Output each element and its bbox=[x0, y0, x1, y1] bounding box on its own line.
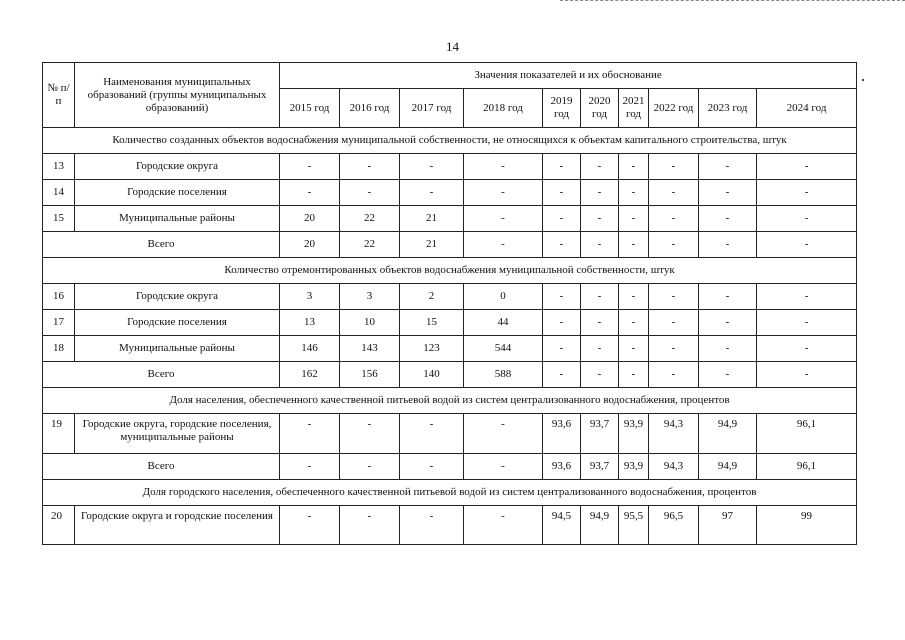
total-value-cell: 22 bbox=[340, 232, 400, 258]
value-cell: - bbox=[280, 506, 340, 545]
total-row bbox=[43, 454, 857, 480]
total-value-cell: - bbox=[543, 232, 581, 258]
value-cell: - bbox=[649, 154, 699, 180]
indicators-table bbox=[42, 62, 857, 545]
year-header: 2023 год bbox=[699, 89, 757, 128]
year-header: 2017 год bbox=[400, 89, 464, 128]
total-value-cell: 156 bbox=[340, 362, 400, 388]
section-title: Доля населения, обеспеченного качественной питьевой водой из систем централизованного водоснабжения, процентов bbox=[43, 388, 857, 414]
value-cell: - bbox=[649, 180, 699, 206]
row-number: 17 bbox=[43, 310, 75, 336]
value-cell: 96,5 bbox=[649, 506, 699, 545]
value-cell: - bbox=[619, 154, 649, 180]
value-cell: - bbox=[649, 310, 699, 336]
total-value-cell: - bbox=[464, 454, 543, 480]
value-cell: - bbox=[464, 154, 543, 180]
value-cell: - bbox=[581, 180, 619, 206]
year-header: 2015 год bbox=[280, 89, 340, 128]
value-cell: - bbox=[340, 154, 400, 180]
value-cell: 94,3 bbox=[649, 414, 699, 454]
value-cell: - bbox=[649, 284, 699, 310]
value-cell: 143 bbox=[340, 336, 400, 362]
value-cell: - bbox=[581, 310, 619, 336]
column-header-values: Значения показателей и их обоснование bbox=[280, 63, 857, 89]
value-cell: - bbox=[400, 180, 464, 206]
value-cell: - bbox=[543, 206, 581, 232]
value-cell: - bbox=[280, 414, 340, 454]
section-title: Количество созданных объектов водоснабжения муниципальной собственности, не относящихся к объектам капитального строительства, штук bbox=[43, 128, 857, 154]
total-value-cell: 21 bbox=[400, 232, 464, 258]
value-cell: 0 bbox=[464, 284, 543, 310]
value-cell: - bbox=[340, 180, 400, 206]
section-title-row bbox=[43, 128, 857, 154]
value-cell: 94,9 bbox=[581, 506, 619, 545]
total-value-cell: - bbox=[543, 362, 581, 388]
value-cell: 123 bbox=[400, 336, 464, 362]
value-cell: - bbox=[699, 284, 757, 310]
value-cell: - bbox=[543, 336, 581, 362]
value-cell: 20 bbox=[280, 206, 340, 232]
value-cell: - bbox=[649, 336, 699, 362]
row-number: 13 bbox=[43, 154, 75, 180]
total-row bbox=[43, 232, 857, 258]
row-name: Городские поселения bbox=[75, 310, 280, 336]
year-header: 2019 год bbox=[543, 89, 581, 128]
value-cell: - bbox=[280, 154, 340, 180]
value-cell: - bbox=[757, 336, 857, 362]
value-cell: - bbox=[464, 414, 543, 454]
table-row bbox=[43, 310, 857, 336]
value-cell: - bbox=[699, 336, 757, 362]
row-name: Городские округа и городские поселения bbox=[75, 506, 280, 545]
value-cell: - bbox=[699, 206, 757, 232]
value-cell: 44 bbox=[464, 310, 543, 336]
row-number: 19 bbox=[43, 414, 75, 454]
total-value-cell: - bbox=[699, 232, 757, 258]
value-cell: - bbox=[757, 180, 857, 206]
row-number: 15 bbox=[43, 206, 75, 232]
value-cell: 3 bbox=[340, 284, 400, 310]
value-cell: - bbox=[649, 206, 699, 232]
value-cell: - bbox=[543, 180, 581, 206]
value-cell: 2 bbox=[400, 284, 464, 310]
value-cell: 99 bbox=[757, 506, 857, 545]
total-value-cell: - bbox=[619, 362, 649, 388]
row-name: Муниципальные районы bbox=[75, 206, 280, 232]
total-value-cell: - bbox=[280, 454, 340, 480]
page-number: 14 bbox=[446, 39, 459, 54]
table-row bbox=[43, 180, 857, 206]
value-cell: - bbox=[340, 414, 400, 454]
total-value-cell: - bbox=[400, 454, 464, 480]
row-name: Городские округа bbox=[75, 154, 280, 180]
year-header: 2024 год bbox=[757, 89, 857, 128]
section-title: Количество отремонтированных объектов водоснабжения муниципальной собственности, штук bbox=[43, 258, 857, 284]
total-value-cell: 94,3 bbox=[649, 454, 699, 480]
value-cell: - bbox=[400, 154, 464, 180]
header-row-top bbox=[43, 63, 857, 89]
year-header: 2018 год bbox=[464, 89, 543, 128]
value-cell: 146 bbox=[280, 336, 340, 362]
column-header-num: № п/п bbox=[43, 63, 75, 128]
total-value-cell: 20 bbox=[280, 232, 340, 258]
year-header: 2020 год bbox=[581, 89, 619, 128]
value-cell: 3 bbox=[280, 284, 340, 310]
value-cell: 97 bbox=[699, 506, 757, 545]
value-cell: - bbox=[280, 180, 340, 206]
total-value-cell: - bbox=[340, 454, 400, 480]
year-header: 2021 год bbox=[619, 89, 649, 128]
value-cell: - bbox=[340, 506, 400, 545]
total-value-cell: 96,1 bbox=[757, 454, 857, 480]
value-cell: - bbox=[464, 180, 543, 206]
total-row bbox=[43, 362, 857, 388]
total-value-cell: - bbox=[757, 232, 857, 258]
section-title-row bbox=[43, 480, 857, 506]
table-row bbox=[43, 206, 857, 232]
total-value-cell: 93,7 bbox=[581, 454, 619, 480]
table-row bbox=[43, 284, 857, 310]
value-cell: - bbox=[543, 154, 581, 180]
value-cell: - bbox=[619, 310, 649, 336]
value-cell: - bbox=[581, 336, 619, 362]
total-value-cell: 94,9 bbox=[699, 454, 757, 480]
column-header-name: Наименования муниципальных образований (группы муниципальных образований) bbox=[75, 63, 280, 128]
value-cell: 21 bbox=[400, 206, 464, 232]
value-cell: 93,7 bbox=[581, 414, 619, 454]
value-cell: - bbox=[619, 180, 649, 206]
value-cell: - bbox=[543, 284, 581, 310]
value-cell: - bbox=[400, 414, 464, 454]
total-value-cell: 140 bbox=[400, 362, 464, 388]
value-cell: - bbox=[464, 506, 543, 545]
value-cell: - bbox=[699, 180, 757, 206]
total-value-cell: - bbox=[619, 232, 649, 258]
row-number: 16 bbox=[43, 284, 75, 310]
year-header: 2022 год bbox=[649, 89, 699, 128]
total-value-cell: - bbox=[581, 232, 619, 258]
value-cell: 13 bbox=[280, 310, 340, 336]
value-cell: 93,6 bbox=[543, 414, 581, 454]
total-label: Всего bbox=[43, 362, 280, 388]
table-row bbox=[43, 336, 857, 362]
value-cell: - bbox=[400, 506, 464, 545]
value-cell: - bbox=[581, 284, 619, 310]
value-cell: - bbox=[581, 154, 619, 180]
value-cell: - bbox=[699, 154, 757, 180]
total-value-cell: 93,9 bbox=[619, 454, 649, 480]
margin-mark bbox=[862, 79, 864, 81]
total-value-cell: - bbox=[699, 362, 757, 388]
value-cell: 10 bbox=[340, 310, 400, 336]
value-cell: - bbox=[757, 284, 857, 310]
total-value-cell: - bbox=[757, 362, 857, 388]
table-row bbox=[43, 414, 857, 454]
row-name: Муниципальные районы bbox=[75, 336, 280, 362]
row-name: Городские округа bbox=[75, 284, 280, 310]
total-value-cell: 588 bbox=[464, 362, 543, 388]
section-title-row bbox=[43, 388, 857, 414]
value-cell: - bbox=[464, 206, 543, 232]
value-cell: - bbox=[699, 310, 757, 336]
row-number: 20 bbox=[43, 506, 75, 545]
table-row bbox=[43, 154, 857, 180]
value-cell: 544 bbox=[464, 336, 543, 362]
value-cell: - bbox=[543, 310, 581, 336]
total-label: Всего bbox=[43, 232, 280, 258]
row-number: 14 bbox=[43, 180, 75, 206]
year-header: 2016 год bbox=[340, 89, 400, 128]
value-cell: - bbox=[581, 206, 619, 232]
total-value-cell: - bbox=[649, 232, 699, 258]
value-cell: 22 bbox=[340, 206, 400, 232]
top-rule bbox=[560, 0, 905, 2]
section-title-row bbox=[43, 258, 857, 284]
value-cell: - bbox=[757, 310, 857, 336]
total-value-cell: - bbox=[649, 362, 699, 388]
value-cell: 94,9 bbox=[699, 414, 757, 454]
value-cell: - bbox=[757, 154, 857, 180]
row-number: 18 bbox=[43, 336, 75, 362]
total-value-cell: 93,6 bbox=[543, 454, 581, 480]
value-cell: 96,1 bbox=[757, 414, 857, 454]
value-cell: - bbox=[757, 206, 857, 232]
total-label: Всего bbox=[43, 454, 280, 480]
value-cell: - bbox=[619, 284, 649, 310]
value-cell: 94,5 bbox=[543, 506, 581, 545]
section-title: Доля городского населения, обеспеченного качественной питьевой водой из систем централизованного водоснабжения, процентов bbox=[43, 480, 857, 506]
value-cell: 95,5 bbox=[619, 506, 649, 545]
total-value-cell: - bbox=[581, 362, 619, 388]
row-name: Городские округа, городские поселения, муниципальные районы bbox=[75, 414, 280, 454]
value-cell: - bbox=[619, 336, 649, 362]
value-cell: 15 bbox=[400, 310, 464, 336]
total-value-cell: 162 bbox=[280, 362, 340, 388]
table-body bbox=[43, 128, 857, 545]
value-cell: 93,9 bbox=[619, 414, 649, 454]
table-row bbox=[43, 506, 857, 545]
total-value-cell: - bbox=[464, 232, 543, 258]
row-name: Городские поселения bbox=[75, 180, 280, 206]
value-cell: - bbox=[619, 206, 649, 232]
